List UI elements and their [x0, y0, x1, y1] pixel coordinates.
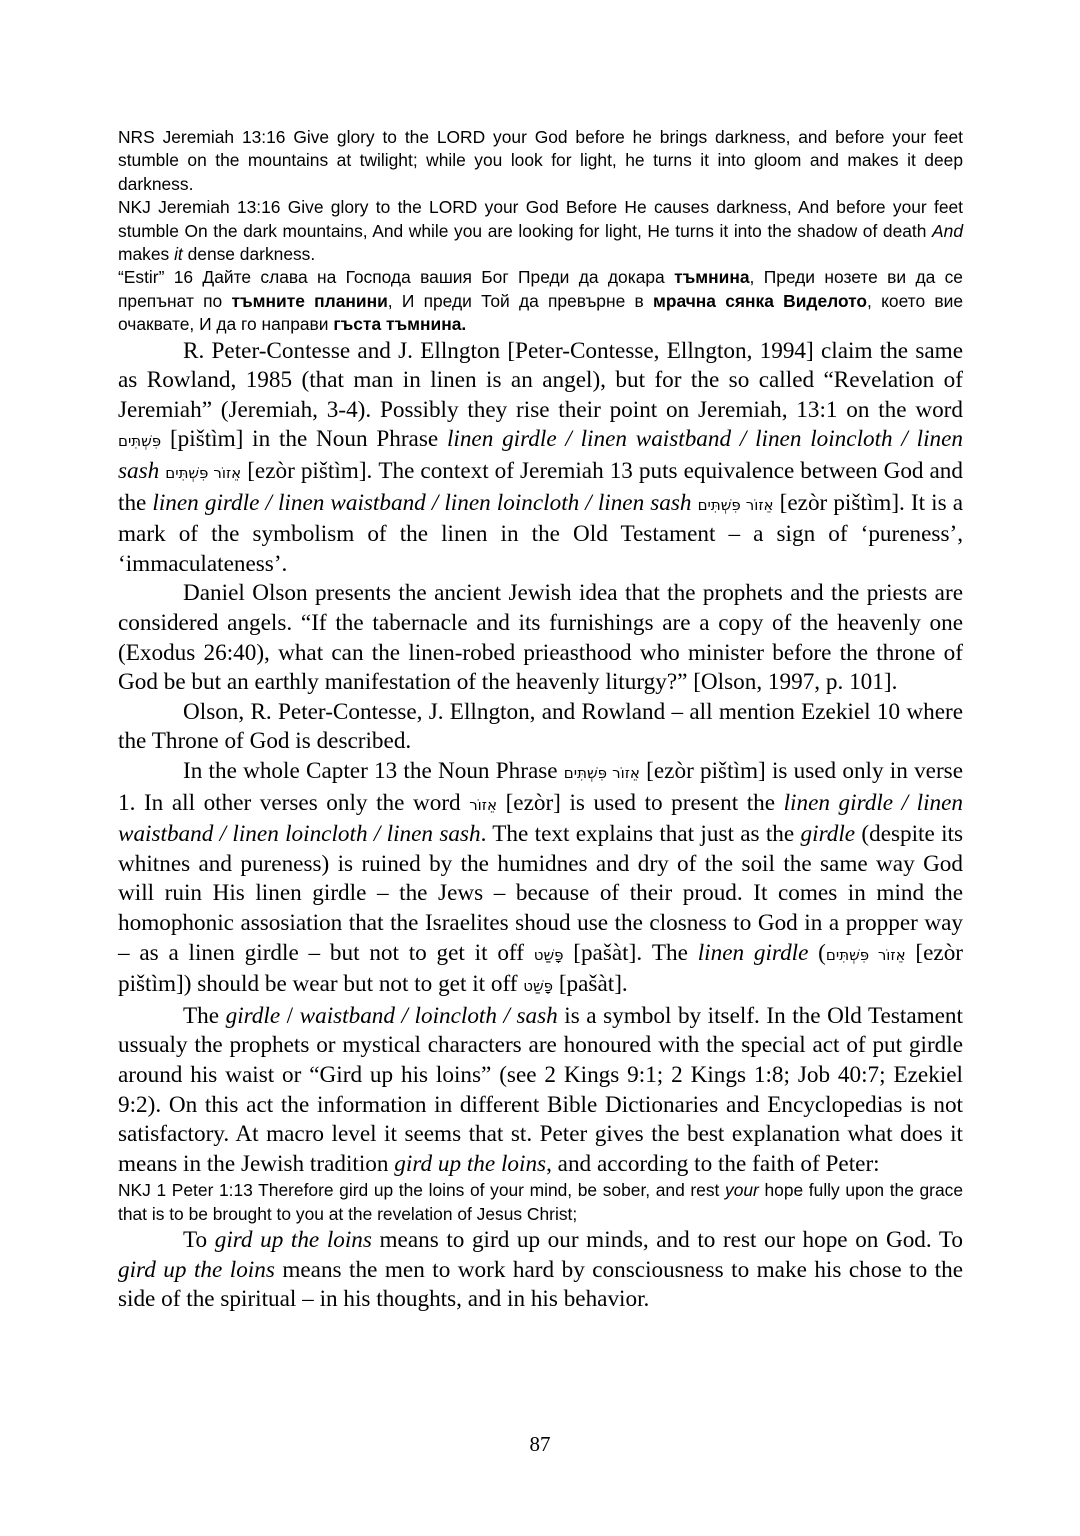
hebrew-word: אֵזוֹר	[469, 795, 497, 814]
paragraph-peter-contesse: R. Peter-Contesse and J. Ellngton [Peter-Contesse, Ellngton, 1994] claim the same as Rowland, 1985 (that man in linen is an angel), but for the so called “Revelation of Jeremiah” (Jeremiah, 3-4). Possibly they rise their point on Jeremiah, 13:1 on the word פִּשְׁתִּים [pištìm] in the Noun Phrase linen girdle / linen waistband / linen loincloth / linen sash אֵזוֹר פִּשְׁתִּים [ezòr pištìm]. The context of Jeremiah 13 puts equivalence between God and the linen girdle / linen waistband / linen loincloth / linen sash אֵזוֹר פִּשְׁתִּים [ezòr pištìm]. It is a mark of the symbolism of the linen in the Old Testament – a sign of ‘pureness’, ‘immaculateness’.	[118, 337, 963, 577]
paragraph-olson: Daniel Olson presents the ancient Jewish idea that the prophets and the priests are considered angels. “If the tabernacle and its furnishings are a copy of the heavenly one (Exodus 26:40), what can the linen-robed prieasthood who minister before the throne of God be but an earthly manifestation of the heavenly liturgy?” [Olson, 1997, p. 101].	[118, 580, 963, 696]
verse-nrs: NRS Jeremiah 13:16 Give glory to the LORD your God before he brings darkness, and before your feet stumble on the mountains at twilight; while you look for light, he turns it into gloom and makes it deep darkness.	[118, 127, 963, 194]
hebrew-phrase: אֵזוֹר פִּשְׁתִּים	[563, 763, 640, 782]
paragraph-chapter-13: In the whole Capter 13 the Noun Phrase אֵזוֹר פִּשְׁתִּים [ezòr pištìm] is used only in verse 1. In all other verses only the word אֵזוֹר [ezòr] is used to present the linen girdle / linen waistband / linen loincloth / linen sash. The text explains that just as the girdle (despite its whitnes and pureness) is ruined by the humidnes and dry of the soil the same way God will ruin His linen girdle – the Jews – because of their proud. It comes in mind the homophonic assosiation that the Israelites shoud use the closness to God in a propper way – as a linen girdle – but not to get it off פָּשַׁט [pašàt]. The linen girdle (אֵזוֹר פִּשְׁתִּים [ezòr pištìm]) should be wear but not to get it off פָּשַׁט [pašàt].	[118, 757, 964, 998]
hebrew-word: פָּשַׁט	[533, 945, 564, 964]
page-body	[118, 126, 963, 1315]
paragraph-gird-up: To gird up the loins means to gird up our minds, and to rest our hope on God. To gird up the loins means the men to work hard by consciousness to make his chose to the side of the spiritual – in his thoughts, and in his behavior.	[118, 1227, 964, 1313]
hebrew-phrase: אֵזוֹר פִּשְׁתִּים	[697, 495, 774, 514]
hebrew-phrase: אֵזוֹר פִּשְׁתִּים	[165, 464, 242, 483]
hebrew-word: פִּשְׁתִּים	[118, 432, 162, 451]
page-number: 87	[529, 1432, 551, 1456]
paragraph-girdle-symbol: The girdle / waistband / loincloth / sash is a symbol by itself. In the Old Testament ussualy the prophets or mystical characters are honoured with the special act of put girdle around his waist or “Gird up his loins” (see 2 Kings 9:1; 2 Kings 1:8; Job 40:7; Ezekiel 9:2). On this act the information in different Bible Dictionaries and Encyclopedias is not satisfactory. At macro level it seems that st. Peter gives the best explanation what does it means in the Jewish tradition gird up the loins, and according to the faith of Peter:	[118, 1002, 963, 1177]
verse-nkj: NKJ Jeremiah 13:16 Give glory to the LORD your God Before He causes darkness, And before your feet stumble On the dark mountains, And while you are looking for light, He turns it into the shadow of death And makes it dense darkness.	[118, 197, 963, 265]
verse-1-peter: NKJ 1 Peter 1:13 Therefore gird up the loins of your mind, be sober, and rest your hope fully upon the grace that is to be brought to you at the revelation of Jesus Christ;	[118, 1180, 963, 1224]
hebrew-phrase: אֵזוֹר פִּשְׁתִּים	[825, 945, 906, 964]
paragraph-ezekiel: Olson, R. Peter-Contesse, J. Ellngton, and Rowland – all mention Ezekiel 10 where the Throne of God is described.	[118, 698, 963, 755]
verse-estir: “Estir” 16 Дайте слава на Господа вашия Бог Преди да докара тъмнина, Преди нозете ви да се препънат по тъмните планини, И преди Той да превърне в мрачна сянка Виделото, което вие очаквате, И да го направи гъста тъмнина.	[118, 267, 963, 335]
hebrew-word: פָּשַׁט	[523, 977, 554, 996]
